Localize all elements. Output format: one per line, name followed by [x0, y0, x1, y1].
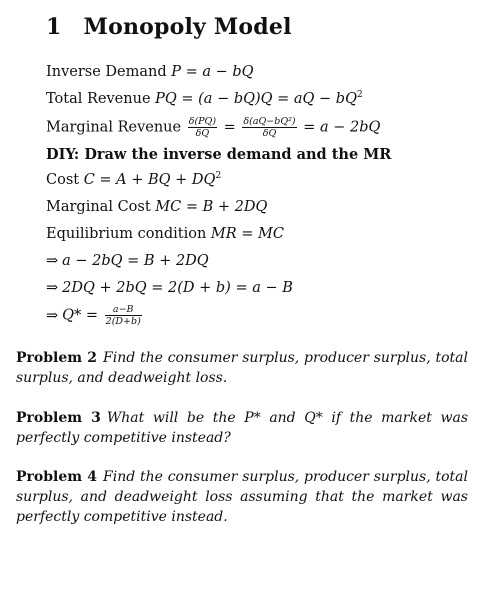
- equilibrium-line: [46, 226, 284, 242]
- step-1-equation: a − 2bQ = B + 2DQ: [62, 253, 209, 269]
- cost-label: Cost: [46, 172, 80, 188]
- section-title-text: Monopoly Model: [83, 14, 292, 40]
- inverse-demand-line: [46, 64, 254, 80]
- implies-arrow-icon: ⇒: [46, 280, 59, 296]
- total-revenue-exponent: 2: [356, 90, 363, 100]
- cost-exponent: 2: [215, 171, 222, 181]
- mr-fraction-1-denominator: δQ: [195, 128, 210, 139]
- q-star-numerator: a−B: [105, 304, 142, 316]
- problem-2-text: Find the consumer surplus, producer surplus, total surplus, and deadweight loss.: [16, 350, 468, 386]
- problem-4: [16, 467, 468, 527]
- diy-instruction: DIY: Draw the inverse demand and the MR: [46, 146, 392, 163]
- problem-2-label: Problem 2: [16, 350, 98, 366]
- inverse-demand-equation: P = a − bQ: [171, 64, 254, 80]
- mr-equals-sign: =: [223, 119, 236, 136]
- cost-equation: C = A + BQ + DQ: [83, 172, 216, 188]
- q-star-fraction: [105, 304, 142, 327]
- step-3-lhs: Q* =: [62, 307, 99, 324]
- section-heading: [46, 14, 292, 40]
- total-revenue-label: Total Revenue: [46, 91, 151, 107]
- implies-arrow-icon: ⇒: [46, 307, 59, 324]
- problem-3: [16, 408, 468, 448]
- marginal-cost-line: [46, 199, 267, 215]
- derivation-step-2: [46, 280, 293, 296]
- mr-fraction-1-numerator: δ(PQ): [188, 116, 217, 127]
- problem-4-label: Problem 4: [16, 469, 98, 485]
- equilibrium-label: Equilibrium condition: [46, 226, 207, 242]
- marginal-revenue-label: Marginal Revenue: [46, 119, 182, 136]
- cost-line: [46, 172, 221, 188]
- mr-fraction-2: [242, 116, 296, 139]
- step-2-equation: 2DQ + 2bQ = 2(D + b) = a − B: [62, 280, 293, 296]
- marginal-cost-label: Marginal Cost: [46, 199, 151, 215]
- mr-result: = a − 2bQ: [303, 119, 381, 136]
- mr-fraction-1: [188, 116, 217, 139]
- problem-3-text: What will be the P* and Q* if the market was perfectly competitive instead?: [16, 410, 468, 446]
- derivation-step-1: [46, 253, 209, 269]
- derivation-step-3: [46, 304, 144, 327]
- total-revenue-equation: PQ = (a − bQ)Q = aQ − bQ: [155, 91, 357, 107]
- problem-4-text: Find the consumer surplus, producer surplus, total surplus, and deadweight loss assuming that the market was perfectly competitive instead.: [16, 469, 468, 525]
- marginal-cost-equation: MC = B + 2DQ: [155, 199, 268, 215]
- mr-fraction-2-denominator: δQ: [262, 128, 277, 139]
- total-revenue-line: [46, 91, 363, 107]
- marginal-revenue-line: [46, 116, 380, 139]
- mr-fraction-2-numerator: δ(aQ−bQ²): [243, 116, 296, 127]
- section-number: 1: [46, 14, 62, 40]
- implies-arrow-icon: ⇒: [46, 253, 59, 269]
- problem-3-label: Problem 3: [16, 410, 101, 426]
- q-star-denominator: 2(D+b): [105, 316, 141, 327]
- inverse-demand-label: Inverse Demand: [46, 64, 167, 80]
- equilibrium-equation: MR = MC: [210, 226, 284, 242]
- problem-2: [16, 348, 468, 388]
